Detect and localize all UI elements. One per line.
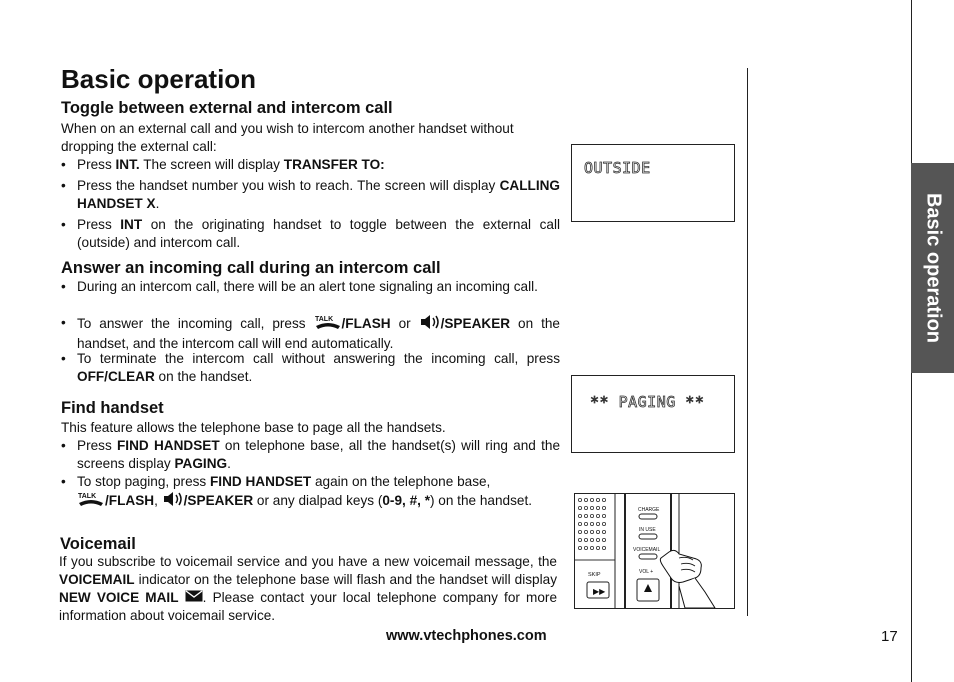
screen-text: OUTSIDE <box>584 159 651 177</box>
screen-text: ** PAGING ** <box>590 393 705 411</box>
svg-text:VOL +: VOL + <box>639 569 654 575</box>
svg-text:SKIP: SKIP <box>588 572 601 578</box>
handset-screen-outside <box>571 144 735 222</box>
svg-text:VOICEMAIL: VOICEMAIL <box>633 547 661 553</box>
list-item: • To terminate the intercom call without answering the incoming call, press OFF/CLEAR on the handset. <box>61 351 560 384</box>
svg-text:▶▶: ▶▶ <box>593 587 606 596</box>
talk-icon <box>314 314 342 335</box>
page-title: Basic operation <box>61 64 257 94</box>
list-item: • During an intercom call, there will be an alert tone signaling an incoming call. <box>61 279 538 294</box>
side-tab-label: Basic operation <box>922 192 944 344</box>
section-heading-toggle: Toggle between external and intercom call <box>61 99 393 117</box>
handset-screen-paging <box>571 375 735 453</box>
toggle-intro: When on an external call and you wish to intercom another handset without dropping the external call: <box>61 121 514 154</box>
list-item: • To answer the incoming call, press TALK /FLASH or /SPEAKER on the handset, and the intercom call will end automatically. <box>61 315 560 351</box>
find-intro: This feature allows the telephone base to page all the handsets. <box>61 420 446 435</box>
telephone-base-illustration <box>575 494 734 608</box>
envelope-icon <box>185 589 203 607</box>
footer-url: www.vtechphones.com <box>386 628 547 644</box>
svg-text:CHARGE: CHARGE <box>638 507 660 513</box>
page-number: 17 <box>881 628 898 645</box>
telephone-base-image <box>574 493 735 609</box>
section-heading-find: Find handset <box>61 399 164 417</box>
side-tab <box>911 163 954 373</box>
svg-text:IN USE: IN USE <box>639 527 656 533</box>
list-item: • Press INT. The screen will display TRANSFER TO: <box>61 157 385 172</box>
speaker-icon <box>162 491 184 512</box>
svg-text:TALK: TALK <box>78 493 97 500</box>
speaker-icon <box>419 314 441 335</box>
section-heading-voicemail: Voicemail <box>60 535 136 553</box>
svg-text:TALK: TALK <box>314 316 333 323</box>
list-item: • Press FIND HANDSET on telephone base, all the handset(s) will ring and the screens display PAGING. <box>61 438 560 471</box>
section-heading-answer: Answer an incoming call during an intercom call <box>61 259 441 277</box>
talk-icon <box>77 491 105 512</box>
column-divider <box>747 68 748 616</box>
list-item: • Press the handset number you wish to reach. The screen will display CALLING HANDSET X. <box>61 178 560 211</box>
voicemail-text: If you subscribe to voicemail service and you have a new voicemail message, the VOICEMAIL indicator on the telephone base will flash and the handset will display NEW VOICE MAIL . Please contact your local telephone company for more information about voicemail service. <box>59 554 558 624</box>
list-item: • Press INT on the originating handset to toggle between the external call (outside) and intercom call. <box>61 217 560 250</box>
list-item: • To stop paging, press FIND HANDSET again on the telephone base, TALK /FLASH, /SPEAKER or any dialpad keys (0-9, #, *) on the handset. <box>61 473 560 512</box>
